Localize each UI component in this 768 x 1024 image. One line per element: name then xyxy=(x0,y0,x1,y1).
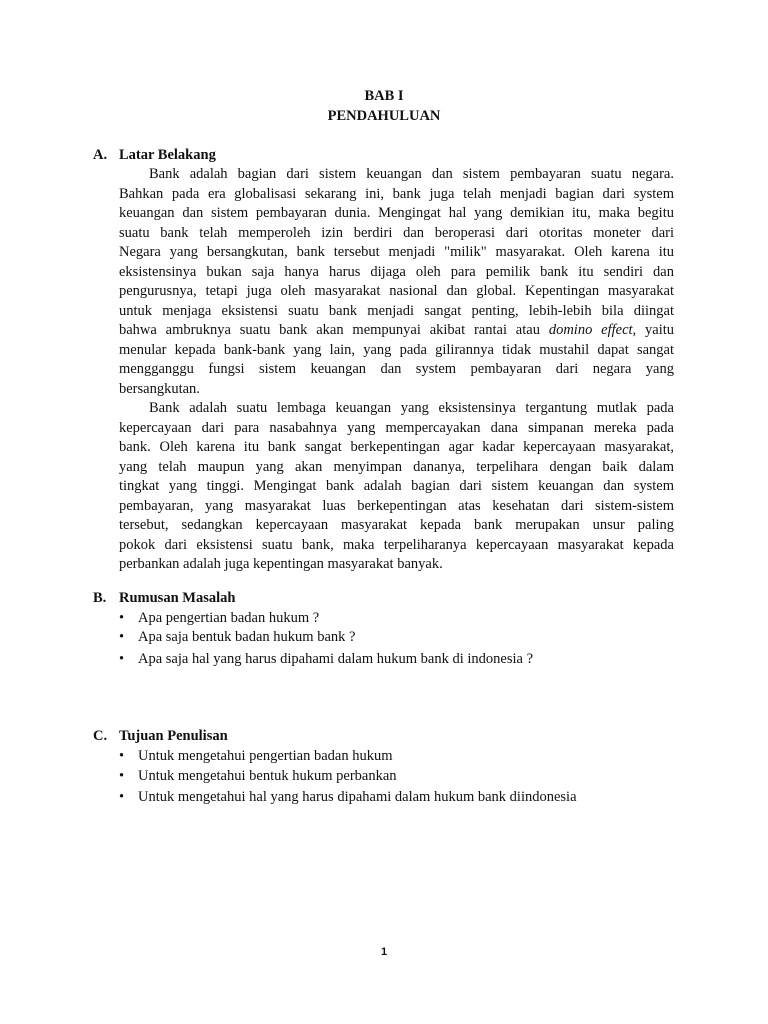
bullet-icon: • xyxy=(119,629,125,645)
list-item-text: Untuk mengetahui bentuk hukum perbankan xyxy=(138,768,397,784)
paragraph-line: perbankan adalah juga kepentingan masyarakat banyak. xyxy=(119,556,443,572)
list-item-text: Apa pengertian badan hukum ? xyxy=(138,609,320,626)
paragraph-line: bank. Oleh karena itu bank sangat berkepentingan agar kadar kepercayaan masyarakat, xyxy=(119,439,674,455)
section-a-letter: A. xyxy=(93,147,108,163)
paragraph-line: Bank adalah bagian dari sistem keuangan dan sistem pembayaran suatu negara. xyxy=(149,166,674,182)
paragraph-line: pembayaran, yang masyarakat luas berkepentingan atas kesehatan dari sistem-sistem xyxy=(119,497,674,514)
list-item xyxy=(119,650,533,670)
page-number: 1 xyxy=(380,946,388,958)
paragraph-line: Bank adalah suatu lembaga keuangan yang eksistensinya tergantung mutlak pada xyxy=(149,400,674,416)
text-span: yaitu xyxy=(645,322,675,338)
paragraph-line-domino xyxy=(119,321,674,341)
section-c-heading xyxy=(93,727,228,747)
list-item-text: Apa saja bentuk badan hukum bank ? xyxy=(138,629,356,645)
paragraph-line: Negara yang bersangkutan, bank tersebut menjadi "milik" masyarakat. Oleh karena itu xyxy=(119,244,674,260)
section-a-heading xyxy=(93,146,216,166)
paragraph-line: kepercayaan dari para nasabahnya yang mempercayakan dana simpanan mereka pada xyxy=(119,419,674,436)
section-a-title: Latar Belakang xyxy=(119,147,216,163)
paragraph-line: keuangan dan sistem pembayaran dunia. Mengingat hal yang demikian itu, maka begitu xyxy=(119,205,674,221)
paragraph-line: bersangkutan. xyxy=(119,380,200,397)
section-c-letter: C. xyxy=(93,728,108,744)
paragraph-line: menular kepada bank-bank yang lain, yang pada gilirannya tidak mustahil dapat sangat xyxy=(119,341,674,358)
section-b-title: Rumusan Masalah xyxy=(119,590,236,606)
chapter-title: PENDAHULUAN xyxy=(327,108,441,124)
paragraph-line: pokok dari eksistensi suatu bank, maka terpeliharanya kepercayaan masyarakat kepada xyxy=(119,536,674,553)
paragraph-line: pengurusnya, tetapi juga oleh masyarakat nasional dan global. Kepentingan masyarakat xyxy=(119,283,674,299)
paragraph-line: tersebut, sedangkan kepercayaan masyarakat kepada bank merupakan unsur paling xyxy=(119,517,674,533)
section-b-letter: B. xyxy=(93,590,107,606)
paragraph-line: Bahkan pada era globalisasi sekarang ini, bank juga telah menjadi bagian dari system xyxy=(119,185,674,202)
list-item-text: Untuk mengetahui hal yang harus dipahami dalam hukum bank diindonesia xyxy=(138,788,577,805)
bullet-icon: • xyxy=(119,768,125,784)
list-item xyxy=(119,747,393,767)
italic-term: domino effect, xyxy=(548,322,637,338)
paragraph-line: yang telah maupun yang akan menyimpan dananya, terpelihara dengan baik dalam xyxy=(119,458,674,475)
bullet-icon: • xyxy=(119,609,125,626)
list-item xyxy=(119,609,319,629)
bullet-icon: • xyxy=(119,747,125,764)
chapter-label: BAB I xyxy=(364,88,404,104)
paragraph-line: eksistensinya bukan saja hanya harus dijaga oleh para pemilik bank itu sendiri dan xyxy=(119,263,674,280)
text-span: bahwa ambruknya suatu bank akan mempunyai akibat rantai atau xyxy=(119,322,540,338)
paragraph-line: suatu bank telah memperoleh izin berdiri dan beroperasi dari otoritas moneter dari xyxy=(119,224,674,241)
list-item xyxy=(119,628,355,648)
list-item xyxy=(119,788,577,808)
list-item-text: Untuk mengetahui pengertian badan hukum xyxy=(138,747,393,764)
paragraph-line: mengganggu fungsi sistem keuangan dan system pembayaran dari negara yang xyxy=(119,361,674,377)
list-item xyxy=(119,767,397,787)
section-c-title: Tujuan Penulisan xyxy=(119,728,228,744)
bullet-icon: • xyxy=(119,788,125,805)
paragraph-line: untuk menjaga eksistensi suatu bank menjadi sangat penting, lebih-lebih bila diingat xyxy=(119,302,674,319)
paragraph-line: tingkat yang tinggi. Mengingat bank adalah bagian dari sistem keuangan dan system xyxy=(119,478,674,494)
list-item-text: Apa saja hal yang harus dipahami dalam hukum bank di indonesia ? xyxy=(138,651,534,667)
section-b-heading xyxy=(93,589,235,609)
bullet-icon: • xyxy=(119,651,125,667)
